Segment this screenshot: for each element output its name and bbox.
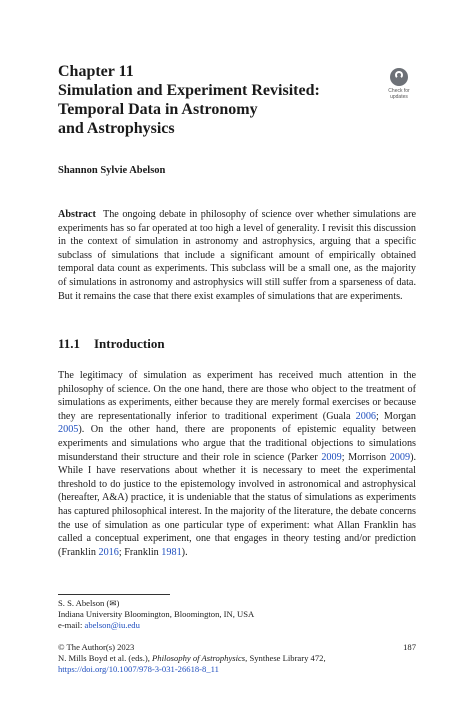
chapter-label: Chapter 11 [58, 63, 134, 80]
doi-link[interactable]: https://doi.org/10.1007/978-3-031-26618-8_11 [58, 664, 219, 675]
badge-text-line: updates [390, 94, 408, 100]
citation-link[interactable]: 2009 [321, 451, 342, 463]
author-footnote [58, 598, 416, 632]
badge-text [382, 88, 416, 100]
copyright-line [58, 642, 416, 653]
check-for-updates-badge[interactable] [382, 68, 416, 102]
intro-text: ). On the other hand, there are proponents of epistemic equality between experiments and simulations who argue that the traditional objections to simulations misunderstand their structure and their role in science (Parker [58, 424, 416, 463]
intro-text: ; Morgan [376, 410, 416, 422]
citation-link[interactable]: 2006 [355, 410, 376, 422]
footnote-affiliation: Indiana University Bloomington, Bloomington, IN, USA [58, 609, 255, 620]
citation-line [58, 653, 416, 664]
page-number: 187 [403, 642, 416, 652]
email-link[interactable]: abelson@iu.edu [84, 620, 140, 631]
series-suffix: , Synthese Library 472, [245, 653, 326, 664]
book-title: Philosophy of Astrophysics [152, 653, 246, 664]
chapter-title-line: Simulation and Experiment Revisited: [58, 82, 320, 99]
chapter-header [58, 62, 388, 138]
section-heading [58, 336, 165, 352]
badge-text-line: Check for [388, 88, 410, 94]
citation-link[interactable]: 2005 [58, 424, 79, 436]
chapter-title-line: and Astrophysics [58, 120, 175, 137]
email-label: e-mail: [58, 620, 85, 631]
footnote-email-line [58, 620, 416, 631]
intro-text: The legitimacy of simulation as experiment has received much attention in the philosophy of science. On the one hand, there are those who object to the treatment of simulations as experiments, either because they are merely formal exercises or because they are representationally inferior to traditional experiment (Guala [58, 370, 416, 422]
citation-link[interactable]: 2016 [98, 546, 119, 558]
footnote-divider [58, 594, 170, 595]
chapter-title [58, 81, 388, 138]
intro-text: ; Morrison [341, 451, 390, 463]
citation-link[interactable]: 2009 [389, 451, 411, 463]
citation-link[interactable]: 1981 [161, 546, 182, 558]
abstract-label: Abstract [58, 209, 96, 220]
footnote-name: S. S. Abelson (✉) [58, 598, 120, 608]
intro-text: ; Franklin [118, 546, 162, 558]
editors-prefix: N. Mills Boyd et al. (eds.), [58, 653, 153, 664]
abstract [58, 208, 416, 303]
imprint [58, 642, 416, 676]
section-title: Introduction [94, 336, 165, 351]
author-name: Shannon Sylvie Abelson [58, 165, 166, 176]
section-number: 11.1 [58, 336, 81, 351]
copyright: © The Author(s) 2023 [58, 642, 135, 652]
check-for-updates-icon [390, 68, 408, 86]
abstract-text: The ongoing debate in philosophy of science over whether simulations are experiments has so far operated at too high a level of generality. I revisit this discussion in the context of simulation in astronomy and astrophysics, arguing that a specific subclass of simulations that include a significant amount of empirically obtained temporal data count as experiments. This subclass will be a small one, as the majority of simulations in astronomy and astrophysics will still suffer from a sparseness of data. But it remains the case that there exist examples of simulations that are experiments. [58, 209, 416, 302]
chapter-title-line: Temporal Data in Astronomy [58, 101, 258, 118]
intro-text: ). While I have reservations about whether it is necessary to meet the experimental threshold to do justice to the epistemology involved in astronomical and astrophysical (hereafter, A&A) practice, it is undeniable that the status of simulations as experiments has captured philosophical interest. In the majority of the literature, the debate concerns the use of simulation as one particular type of experiment: what Allan Franklin has called a conceptual experiment, one that engages in theory testing and/or prediction (Franklin [58, 451, 417, 558]
introduction-paragraph [58, 369, 416, 559]
intro-text: ). [181, 546, 188, 558]
